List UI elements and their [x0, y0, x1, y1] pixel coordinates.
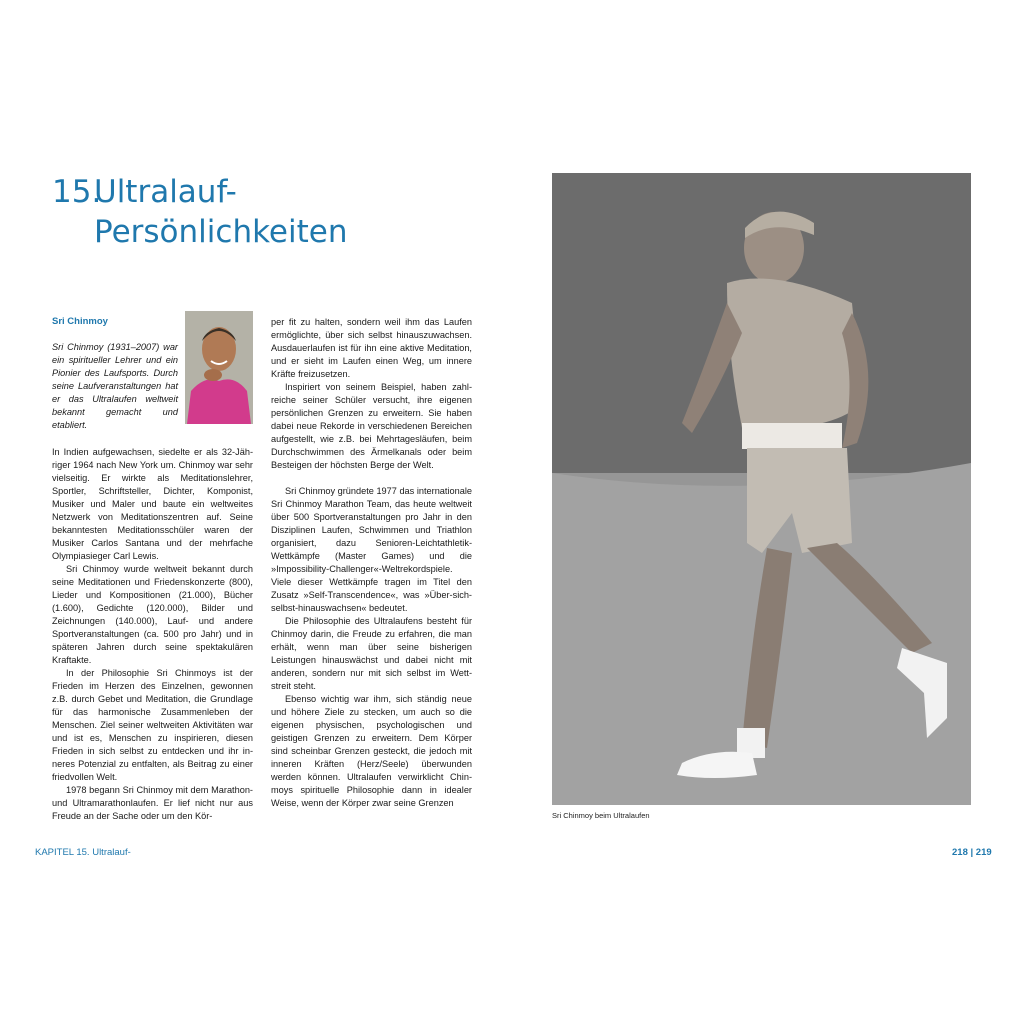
body-paragraph: 1978 begann Sri Chinmoy mit dem Marathon- und Ultramarathonlaufen. Er lief nicht nur aus Freude an der Sache oder um den Kör-	[52, 785, 253, 821]
portrait-photo	[185, 311, 253, 424]
running-footer-left: KAPITEL 15. Ultralauf-	[35, 847, 131, 858]
body-paragraph: per fit zu halten, sondern weil ihm das Laufen ermöglichte, über sich selbst hinauszuwachsen. Ausdauerlaufen ist für ihn eine aktive Meditation, und er sieht im Laufen einen Weg, um innere Kräfte freizusetzen.	[271, 317, 472, 379]
profile-name: Sri Chinmoy	[52, 316, 108, 327]
chapter-title-line1: Ultralauf-	[94, 174, 237, 210]
chapter-number: 15.	[52, 174, 102, 210]
chapter-title	[52, 172, 348, 252]
text-column-2	[271, 316, 472, 810]
body-paragraph: In Indien aufgewachsen, siedelte er als 32-Jähriger 1964 nach New York um. Chinmoy war sehr vielseitig. Er wirkte als Meditationslehrer, Sportler, Schriftsteller, Dichter, Komponist, Musiker und Maler und baute ein weltweites Netzwerk von Meditationszentren auf. Seine bekanntesten Meditationsschüler waren der Musiker Carlos Santana und der mehrfache Olympiasieger Carl Lewis.	[52, 447, 253, 561]
photo-caption: Sri Chinmoy beim Ultralaufen	[552, 811, 650, 820]
body-paragraph: In der Philosophie Sri Chinmoys ist der Frieden im Herzen des Einzelnen, gewonnen z.B. durch Gebet und Meditation, die Grundlage für das harmonische Zusammenleben der Menschen. Ziel seiner weltweiten Aktivitäten war und ist es, Menschen zu inspirieren, diesen Frieden in sich selbst zu entdecken und ihr inneres Potenzial zu entfalten, als Beitrag zu einer friedvollen Welt.	[52, 668, 253, 782]
text-column-1	[52, 446, 253, 823]
body-paragraph: Ebenso wichtig war ihm, sich ständig neue und höhere Ziele zu stecken, um auch so die eigenen physischen, psychologischen und geistigen Grenzen zu erweitern. Dem Körper sind scheinbar Grenzen gesteckt, die jedoch mit inneren Kräften (Herz/Seele) überwunden werden können. Ultralaufen verwirklicht Chinmoys spirituelle Philosophie dann in idealer Weise, wenn der Körper zwar seine Grenzen	[271, 694, 472, 808]
runner-photo	[552, 173, 971, 805]
body-paragraph: Inspiriert von seinem Beispiel, haben zahlreiche seiner Schüler versucht, ihre eigenen persönlichen Grenzen zu erweitern. Sie haben dabei neue Rekorde in verschiedenen Bereichen aufgestellt, wie z.B. bei Mehrtagesläufen, beim Durchschwimmen des Ärmelkanals oder beim Besteigen der höchsten Berge der Welt.	[271, 382, 472, 470]
chapter-title-line2: Persönlichkeiten	[94, 214, 348, 250]
page-numbers: 218 | 219	[952, 847, 992, 858]
body-paragraph: Die Philosophie des Ultralaufens besteht für Chinmoy darin, die Freude zu erfahren, die man erhält, wenn man über seine bisherigen Leistungen hinauswächst und dabei nicht mit anderen, sondern nur mit sich selbst im Wettstreit steht.	[271, 616, 472, 691]
body-paragraph: Sri Chinmoy gründete 1977 das internationale Sri Chinmoy Marathon Team, das heute weltweit über 500 Sportveranstaltungen pro Jahr in den Disziplinen Laufen, Schwimmen und Triathlon organisiert, dazu Senioren-Leichtathletik-Wettkämpfe (Master Games) und die »Impossibility-Challenger«-Weltrekordspiele. Viele dieser Wettkämpfe tragen im Titel den Zusatz »Self-Transcendence«, was »Über-sich-selbst-hinauswachsen« bedeutet.	[271, 486, 472, 613]
profile-caption: Sri Chinmoy (1931–2007) war ein spiritueller Lehrer und ein Pionier des Laufsports. Durch seine Laufveranstaltungen hat er das Ultralaufen weltweit bekannt gemacht und etabliert.	[52, 342, 178, 430]
body-paragraph: Sri Chinmoy wurde weltweit bekannt durch seine Meditationen und Friedenskonzerte (800), Lieder und Kompositionen (21.000), Bücher (1.600), Gedichte (120.000), Bilder und Zeichnungen (140.000), Lauf- und andere Sportveranstaltungen (ca. 500 pro Jahr) und in späteren Jahren durch seine spektakulären Kraftakte.	[52, 564, 253, 665]
